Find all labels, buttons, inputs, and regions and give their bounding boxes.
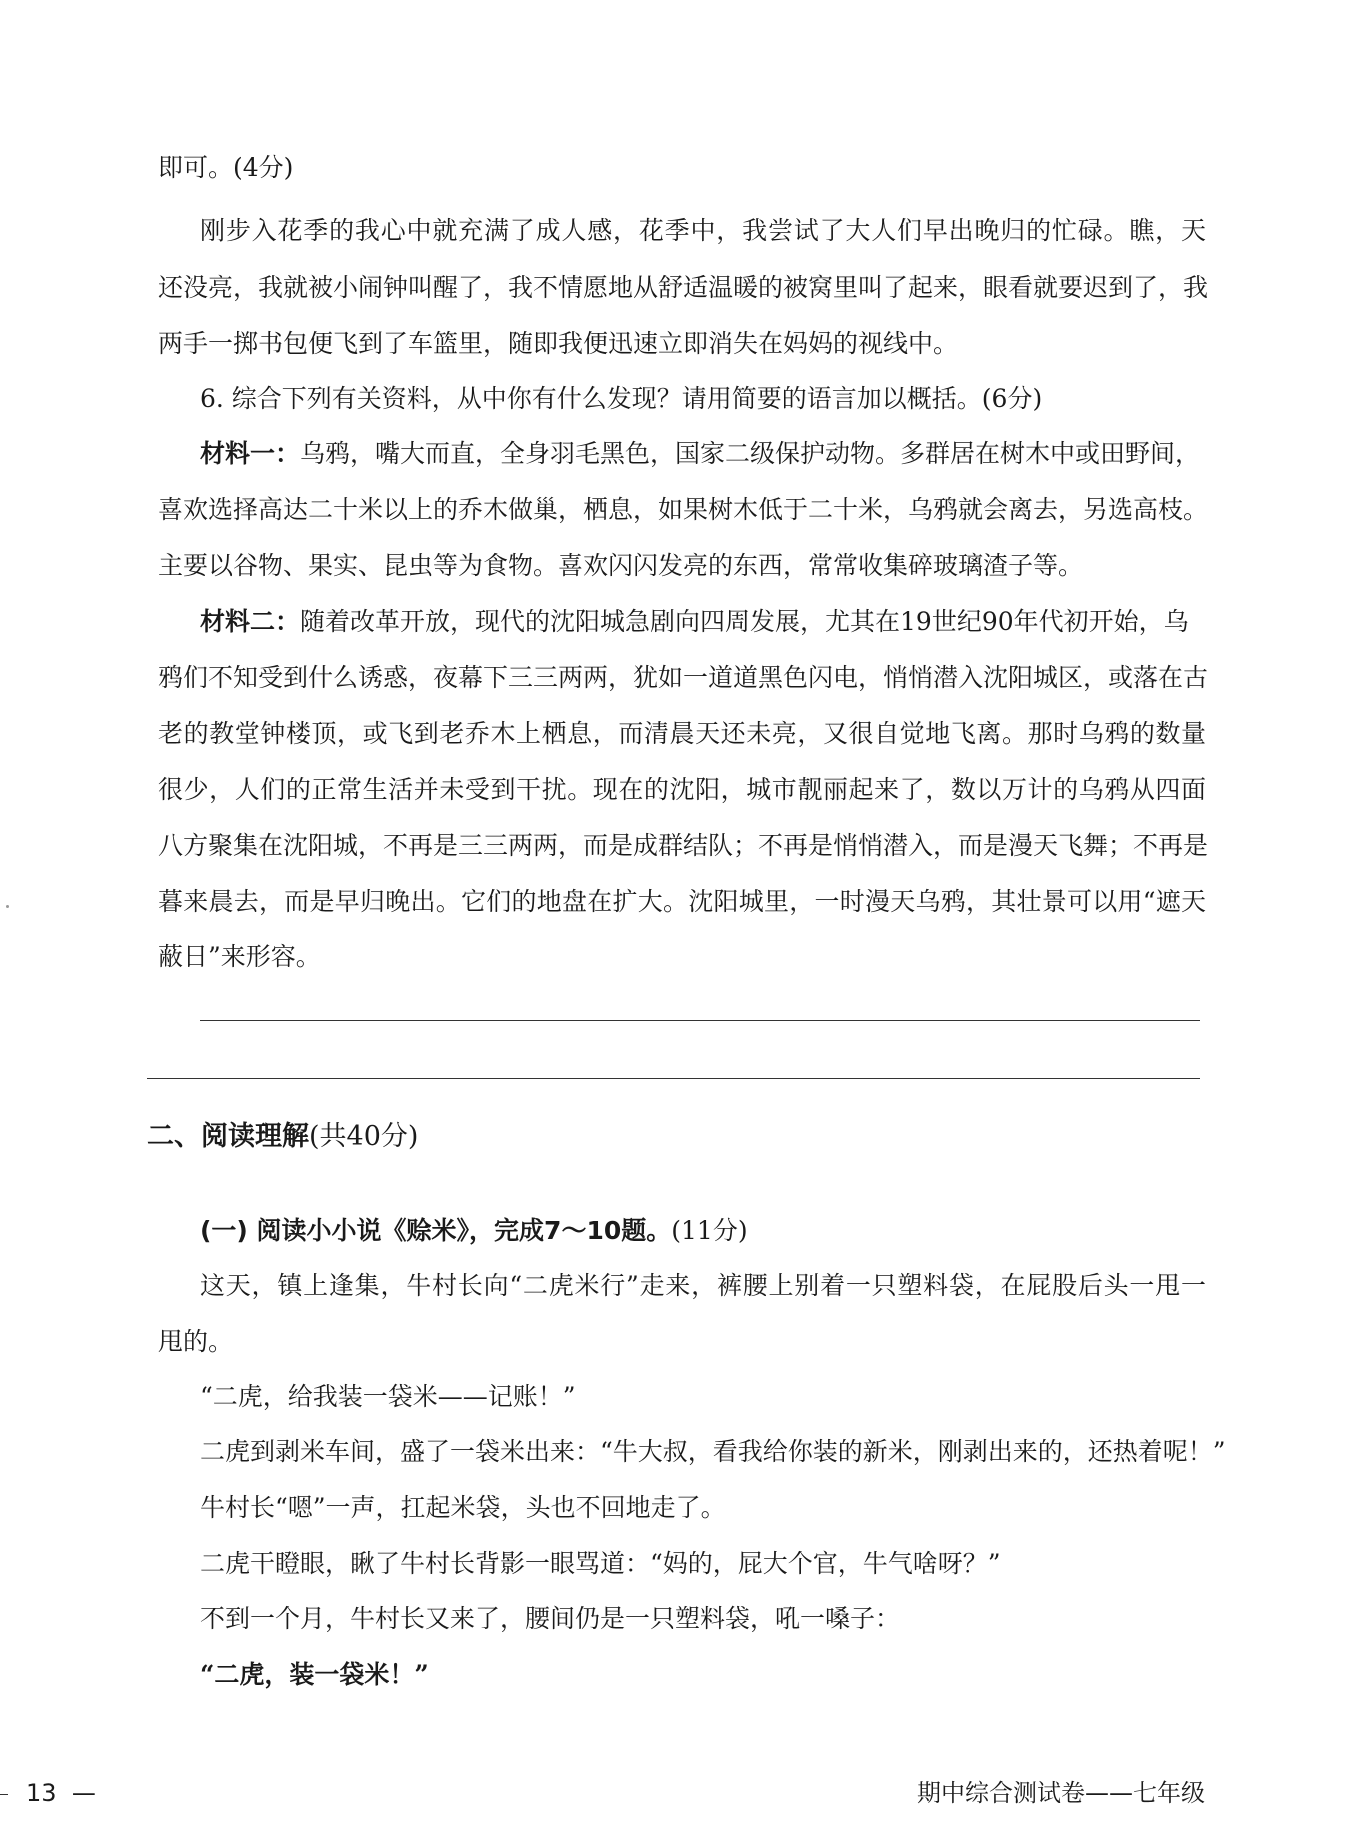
answer-line[interactable] bbox=[147, 1078, 1200, 1079]
scan-speck bbox=[6, 905, 9, 908]
material-2-line: 暮来晨去，而是早归晚出。它们的地盘在扩大。沈阳城里，一时漫天乌鸦，其壮景可以用“遮天 bbox=[158, 887, 1206, 916]
section-2-heading: 二、阅读理解 bbox=[147, 1121, 309, 1152]
material-2-line: 很少，人们的正常生活并未受到干扰。现在的沈阳，城市靓丽起来了，数以万计的乌鸦从四面 bbox=[158, 775, 1206, 804]
material-2-first-line bbox=[200, 604, 1206, 640]
page-number-footer bbox=[0, 1778, 96, 1808]
section-2-score: (共40分) bbox=[309, 1121, 419, 1152]
part-1-title: (一) 阅读小小说《赊米》，完成7～10题。 bbox=[200, 1216, 672, 1245]
story-line: “二虎，给我装一袋米——记账！” bbox=[200, 1382, 576, 1411]
example-line: 两手一掷书包便飞到了车篮里，随即我便迅速立即消失在妈妈的视线中。 bbox=[158, 329, 959, 358]
material-2-label: 材料二： bbox=[200, 607, 301, 636]
material-1-text: 乌鸦，嘴大而直，全身羽毛黑色，国家二级保护动物。多群居在树木中或田野间， bbox=[300, 439, 1201, 468]
material-1-line: 喜欢选择高达二十米以上的乔木做巢，栖息，如果树木低于二十米，乌鸦就会离去，另选高枝。 bbox=[158, 495, 1209, 524]
page-number: 13 bbox=[26, 1779, 57, 1807]
footer-left-dash bbox=[0, 1794, 8, 1795]
page-dash: — bbox=[71, 1779, 96, 1807]
material-1-label: 材料一： bbox=[200, 439, 301, 468]
material-2-line: 八方聚集在沈阳城，不再是三三两两，而是成群结队；不再是悄悄潜入，而是漫天飞舞；不再是 bbox=[158, 831, 1209, 860]
material-2-text: 随着改革开放，现代的沈阳城急剧向四周发展，尤其在19世纪90年代初开始，乌 bbox=[300, 607, 1189, 636]
story-line: 二虎到剥米车间，盛了一袋米出来：“牛大叔，看我给你装的新米，刚剥出来的，还热着呢！” bbox=[200, 1437, 1226, 1466]
story-line: 这天，镇上逢集，牛村长向“二虎米行”走来，裤腰上别着一只塑料袋，在屁股后头一甩一 bbox=[200, 1271, 1206, 1300]
example-line: 还没亮，我就被小闹钟叫醒了，我不情愿地从舒适温暖的被窝里叫了起来，眼看就要迟到了，我 bbox=[158, 273, 1209, 302]
continuation-text: 即可。(4分) bbox=[158, 153, 294, 182]
story-line: 牛村长“嗯”一声，扛起米袋，头也不回地走了。 bbox=[200, 1493, 726, 1522]
section-2-title bbox=[147, 1118, 418, 1156]
part-1-heading bbox=[200, 1213, 748, 1249]
material-2-line: 蔽日”来形容。 bbox=[158, 942, 321, 971]
story-line: 甩的。 bbox=[158, 1327, 234, 1356]
answer-line[interactable] bbox=[200, 1020, 1200, 1021]
story-line: “二虎，装一袋米！” bbox=[200, 1660, 429, 1689]
question-6: 6. 综合下列有关资料，从中你有什么发现？请用简要的语言加以概括。(6分) bbox=[200, 384, 1043, 413]
story-line: 不到一个月，牛村长又来了，腰间仍是一只塑料袋，吼一嗓子： bbox=[200, 1604, 901, 1633]
material-2-line: 鸦们不知受到什么诱惑，夜幕下三三两两，犹如一道道黑色闪电，悄悄潜入沈阳城区，或落在古 bbox=[158, 663, 1209, 692]
example-line: 刚步入花季的我心中就充满了成人感，花季中，我尝试了大人们早出晚归的忙碌。瞧，天 bbox=[200, 216, 1206, 245]
material-1-first-line bbox=[200, 436, 1206, 472]
material-2-line: 老的教堂钟楼顶，或飞到老乔木上栖息，而清晨天还未亮，又很自觉地飞离。那时乌鸦的数量 bbox=[158, 719, 1206, 748]
material-1-line: 主要以谷物、果实、昆虫等为食物。喜欢闪闪发亮的东西，常常收集碎玻璃渣子等。 bbox=[158, 551, 1084, 580]
part-1-score: (11分) bbox=[671, 1216, 748, 1245]
book-title-footer: 期中综合测试卷——七年级 bbox=[917, 1779, 1205, 1807]
story-line: 二虎干瞪眼，瞅了牛村长背影一眼骂道：“妈的，屁大个官，牛气啥呀？” bbox=[200, 1549, 1001, 1578]
